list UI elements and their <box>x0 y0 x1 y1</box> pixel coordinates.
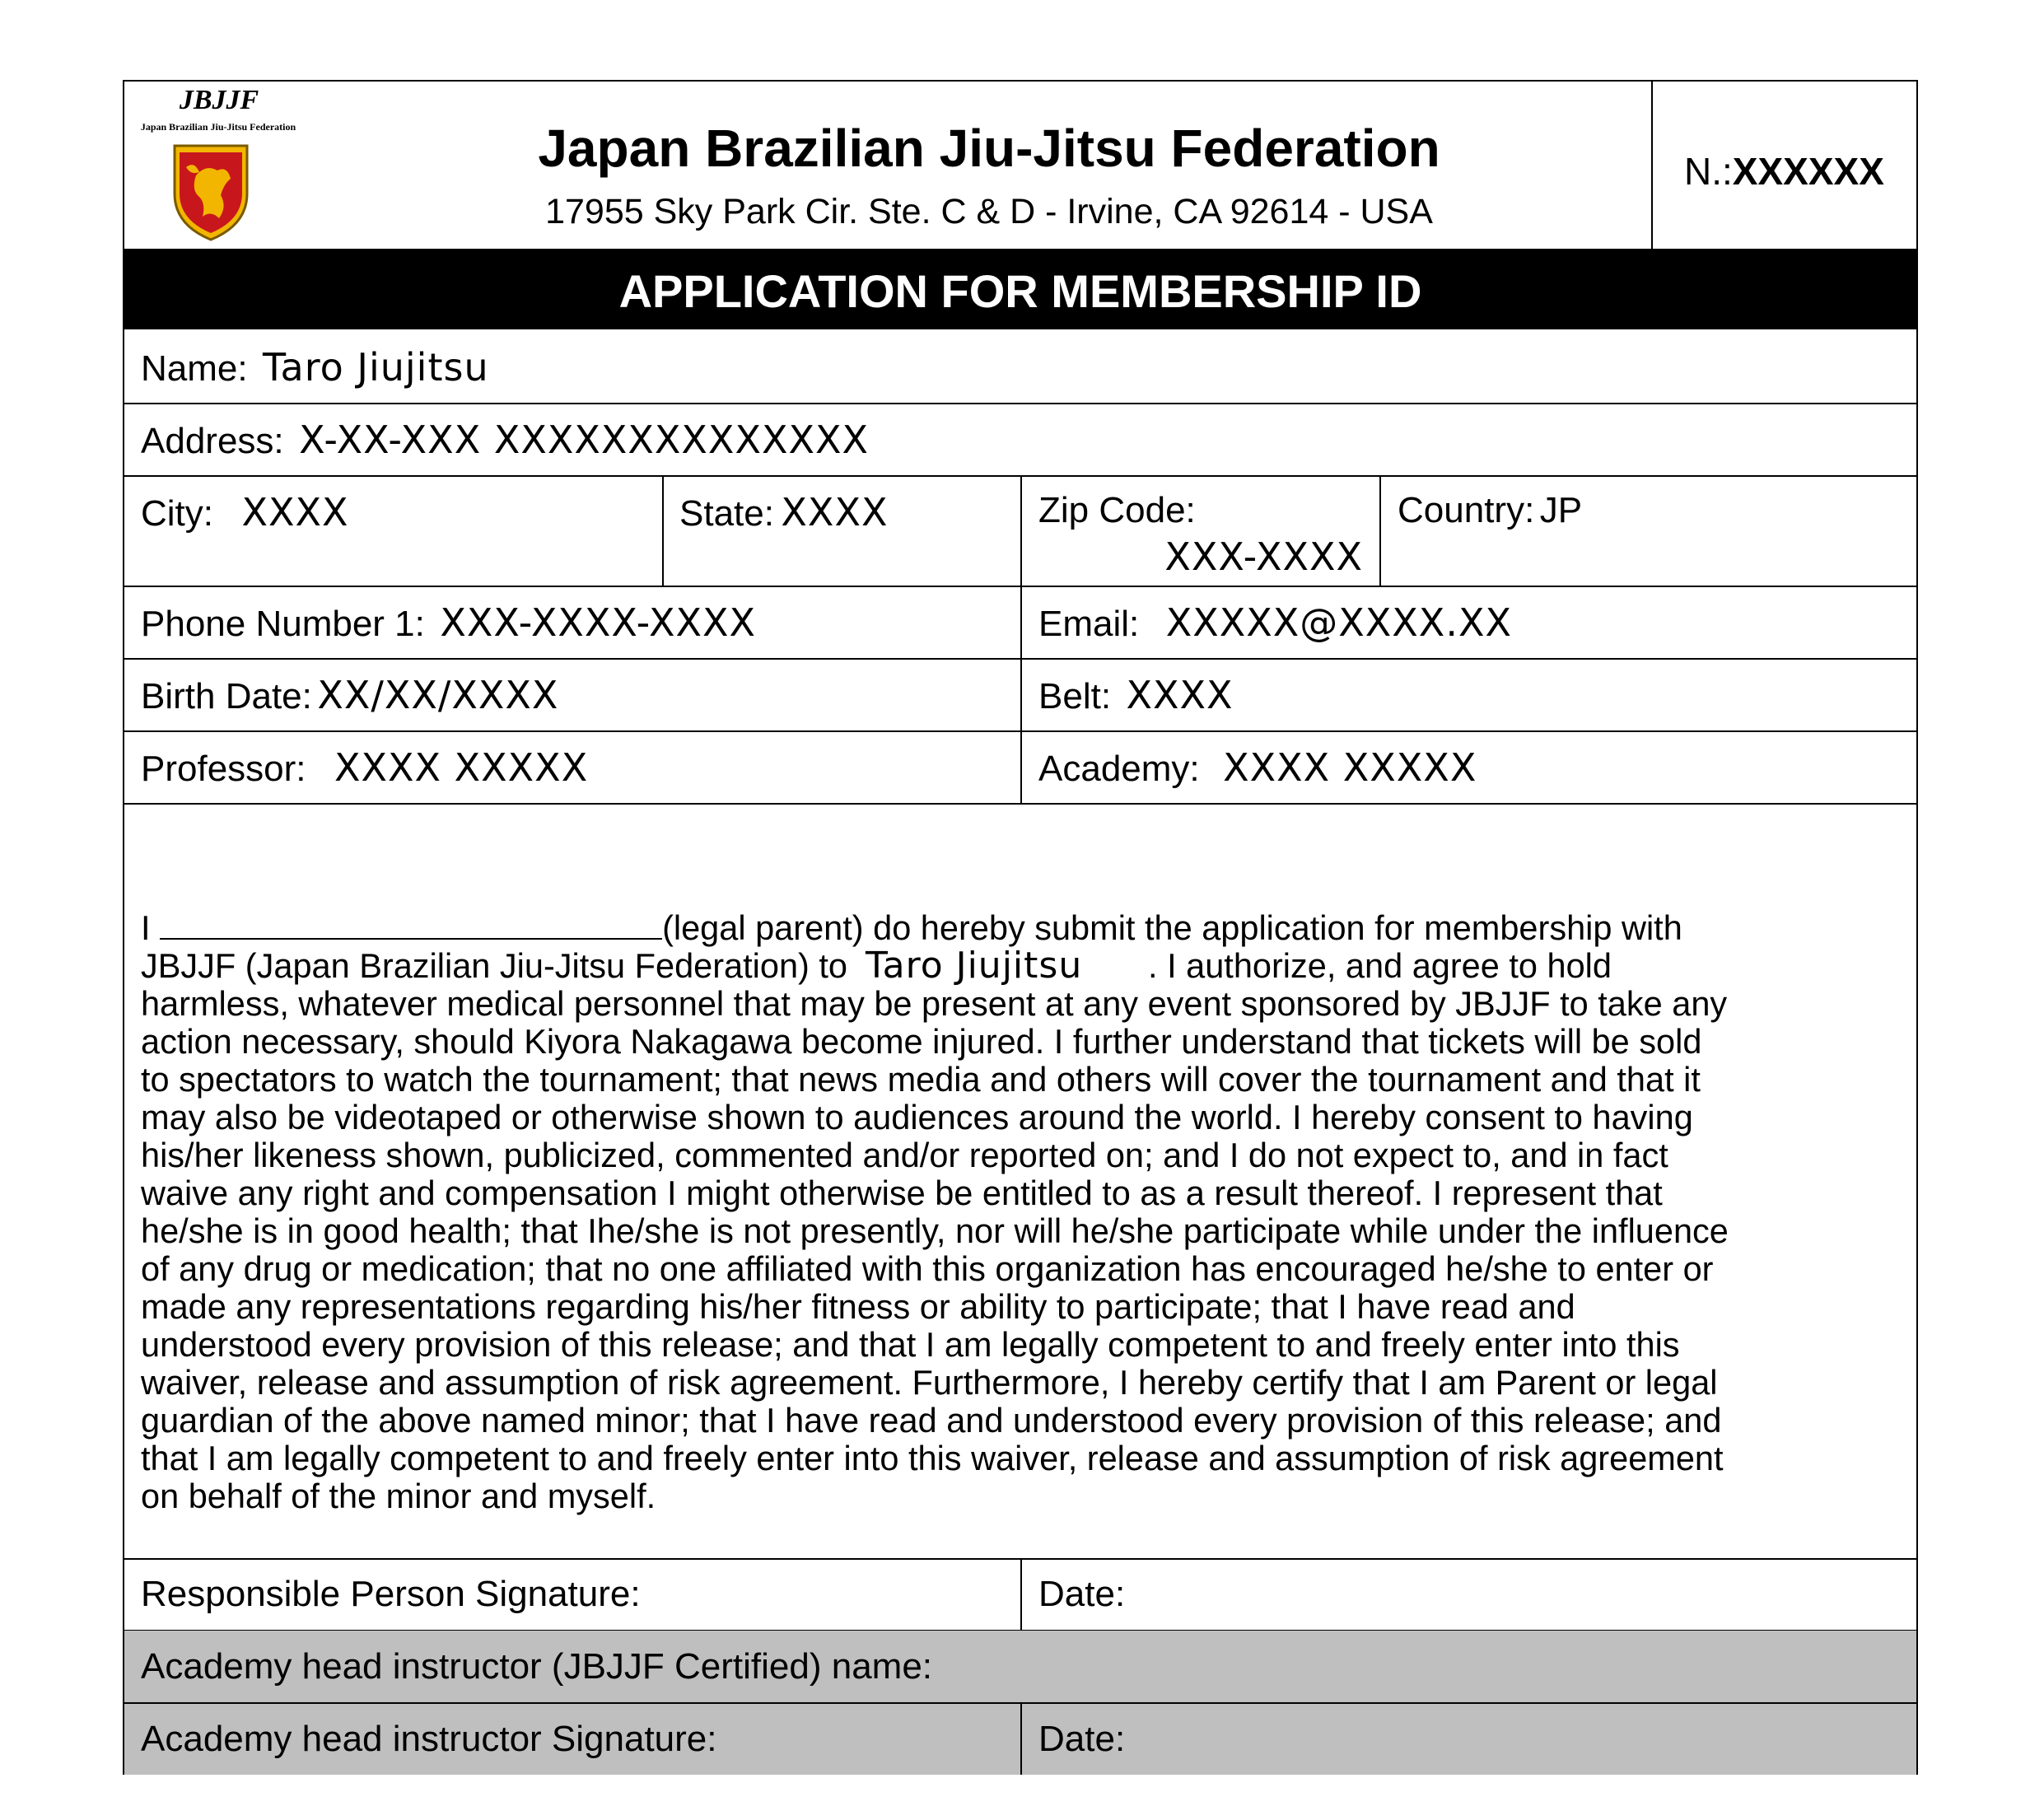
waiver-line: that I am legally competent to and freely enter into this waiver, release and assumption of risk agreement <box>141 1439 1724 1477</box>
zip-value: XXX-XXXX <box>1164 534 1363 579</box>
waiver-line2-start: JBJJF (Japan Brazilian Jiu-Jitsu Federation) to <box>141 946 848 985</box>
waiver-line: waiver, release and assumption of risk agreement. Furthermore, I hereby certify that I am Parent or legal <box>141 1363 1718 1402</box>
address-value: X-XX-XXX XXXXXXXXXXXXXX <box>299 418 870 462</box>
form-number <box>1684 149 1884 194</box>
form-number-value: XXXXXX <box>1732 150 1884 193</box>
birth-date-field[interactable] <box>141 673 558 717</box>
form-banner: APPLICATION FOR MEMBERSHIP ID <box>124 249 1916 329</box>
federation-title: Japan Brazilian Jiu-Jitsu Federation <box>538 119 1440 178</box>
logo-subtitle: Japan Brazilian Jiu-Jitsu Federation <box>140 121 296 133</box>
address-field[interactable] <box>141 418 869 462</box>
academy-field[interactable] <box>1038 745 1477 790</box>
zip-field[interactable] <box>1022 475 1379 586</box>
logo-wordmark: JBJJF <box>179 85 259 115</box>
shield-icon <box>170 142 252 243</box>
waiver-prefix: I <box>141 908 151 947</box>
waiver-line2-end: . I authorize, and agree to hold <box>1148 946 1612 985</box>
address-label: Address: <box>141 421 284 461</box>
professor-field[interactable] <box>141 745 588 790</box>
membership-form <box>123 80 1918 1775</box>
country-field[interactable] <box>1398 490 1582 531</box>
waiver-line: his/her likeness shown, publicized, commented and/or reported on; and I do not expect to, and in fact <box>141 1136 1668 1174</box>
birth-date-label: Birth Date: <box>141 676 312 716</box>
professor-label: Professor: <box>141 749 306 789</box>
waiver-text <box>141 907 1911 1515</box>
date-label-1: Date: <box>1038 1574 1126 1614</box>
waiver-line: action necessary, should Kiyora Nakagawa become injured. I further understand that tickets will be sold <box>141 1022 1702 1061</box>
waiver-paragraph <box>141 985 1911 1515</box>
country-value: JP <box>1539 490 1583 530</box>
belt-value: XXXX <box>1126 673 1234 717</box>
name-label: Name: <box>141 348 248 389</box>
state-field[interactable] <box>679 490 888 534</box>
name-value: Taro Jiujitsu <box>263 345 489 390</box>
parent-name-blank[interactable] <box>160 907 662 940</box>
academy-label: Academy: <box>1038 749 1200 789</box>
zip-label: Zip Code: <box>1038 490 1196 530</box>
state-value: XXXX <box>781 490 889 534</box>
waiver-line: may also be videotaped or otherwise shown to audiences around the world. I hereby consent to having <box>141 1098 1693 1136</box>
federation-address: 17955 Sky Park Cir. Ste. C & D - Irvine, CA 92614 - USA <box>545 192 1433 231</box>
waiver-line-1 <box>141 907 1911 947</box>
birth-date-value: XX/XX/XXXX <box>317 673 559 717</box>
waiver-line: made any representations regarding his/her fitness or ability to participate; that I have read and <box>141 1287 1575 1326</box>
waiver-line: waive any right and compensation I might otherwise be entitled to as a result thereof. I represent that <box>141 1174 1663 1212</box>
jbjjf-logo <box>124 85 314 246</box>
waiver-line: on behalf of the minor and myself. <box>141 1477 656 1515</box>
phone-value: XXX-XXXX-XXXX <box>440 600 757 645</box>
instructor-name-label: Academy head instructor (JBJJF Certified) name: <box>141 1646 933 1687</box>
instructor-signature-label: Academy head instructor Signature: <box>141 1719 717 1759</box>
state-label: State: <box>679 493 774 534</box>
waiver-line-2 <box>141 947 1911 985</box>
email-field[interactable] <box>1038 600 1512 645</box>
responsible-signature-label: Responsible Person Signature: <box>141 1574 641 1614</box>
waiver-line: harmless, whatever medical personnel that may be present at any event sponsored by JBJJF to take any <box>141 984 1728 1023</box>
waiver-line: understood every provision of this release; and that I am legally competent to and freely enter into this <box>141 1325 1680 1364</box>
waiver-member-name: Taro Jiujitsu <box>866 945 1083 987</box>
academy-value: XXXX XXXXX <box>1223 745 1477 790</box>
waiver-after-blank: (legal parent) do hereby submit the application for membership with <box>662 908 1682 947</box>
city-field[interactable] <box>141 490 349 534</box>
waiver-line: to spectators to watch the tournament; that news media and others will cover the tournament and that it <box>141 1060 1701 1099</box>
professor-value: XXXX XXXXX <box>334 745 589 790</box>
date-label-2: Date: <box>1038 1719 1126 1759</box>
name-field[interactable] <box>141 345 489 390</box>
waiver-line: guardian of the above named minor; that I have read and understood every provision of this release; and <box>141 1401 1722 1440</box>
waiver-line: of any drug or medication; that no one affiliated with this organization has encouraged he/she to enter or <box>141 1249 1714 1288</box>
phone-label: Phone Number 1: <box>141 604 425 644</box>
form-number-label: N.: <box>1684 150 1733 193</box>
country-label: Country: <box>1398 490 1535 530</box>
email-label: Email: <box>1038 604 1140 644</box>
city-value: XXXX <box>241 490 349 534</box>
email-value: XXXXX@XXXX.XX <box>1165 600 1512 645</box>
city-label: City: <box>141 493 213 534</box>
belt-field[interactable] <box>1038 673 1234 717</box>
waiver-line: he/she is in good health; that Ihe/she is not presently, nor will he/she participate while under the influence <box>141 1211 1729 1250</box>
phone-field[interactable] <box>141 600 756 645</box>
belt-label: Belt: <box>1038 676 1112 716</box>
